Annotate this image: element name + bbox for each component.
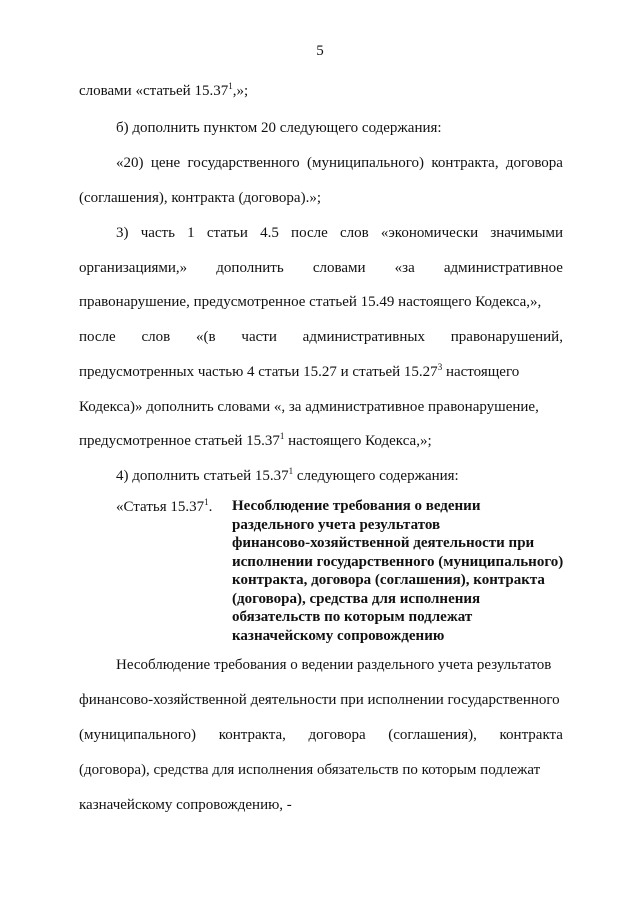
text-line-3: «20) цене государственного (муниципального) контракта, договора: [116, 155, 563, 171]
text-line-8: после слов «(в части административных правонарушений,: [79, 329, 563, 345]
text-line-6: организациями,» дополнить словами «за административное: [79, 260, 563, 276]
text-line-2: б) дополнить пунктом 20 следующего содержания:: [116, 120, 442, 136]
text-line-5: 3) часть 1 статьи 4.5 после слов «экономически значимыми: [116, 225, 563, 241]
text-line-9: предусмотренных частью 4 статьи 15.27 и статьей 15.27$^3$ настоящего: [79, 362, 520, 380]
page-number: 5: [316, 43, 324, 59]
text-line-4: (соглашения), контракта (договора).»;: [79, 190, 321, 206]
body-line-4: (договора), средства для исполнения обязательств по которым подлежат: [79, 762, 541, 778]
body-line-2: финансово-хозяйственной деятельности при исполнении государственного: [79, 692, 560, 708]
article-title-line: финансово-хозяйственной деятельности при: [232, 535, 535, 551]
article-title-line: обязательств по которым подлежат: [232, 609, 473, 625]
body-line-5: казначейскому сопровождению, -: [79, 797, 292, 813]
article-title-line: Несоблюдение требования о ведении: [232, 498, 481, 514]
text-line-10: Кодекса)» дополнить словами «, за административное правонарушение,: [79, 399, 539, 415]
body-line-1: Несоблюдение требования о ведении раздельного учета результатов: [116, 657, 552, 673]
article-label: «Статья 15.37$^1$.: [116, 497, 213, 515]
body-line-3: (муниципального) контракта, договора (соглашения), контракта: [79, 727, 563, 743]
text-line-12: 4) дополнить статьей 15.37$^1$ следующего содержания:: [116, 466, 459, 484]
article-title-line: контракта, договора (соглашения), контракта: [232, 572, 545, 588]
text-line-7: правонарушение, предусмотренное статьей 15.49 настоящего Кодекса,»,: [79, 294, 542, 310]
article-title-line: исполнении государственного (муниципального): [232, 553, 564, 570]
article-title-line: казначейскому сопровождению: [232, 627, 445, 644]
article-title-line: (договора), средства для исполнения: [232, 590, 481, 607]
text-line-1: словами «статьей 15.37$^1$,»;: [79, 81, 249, 99]
text-line-11: предусмотренное статьей 15.37$^1$ настоящего Кодекса,»;: [79, 431, 432, 449]
article-title: [232, 497, 563, 645]
article-title-line: раздельного учета результатов: [232, 516, 441, 533]
